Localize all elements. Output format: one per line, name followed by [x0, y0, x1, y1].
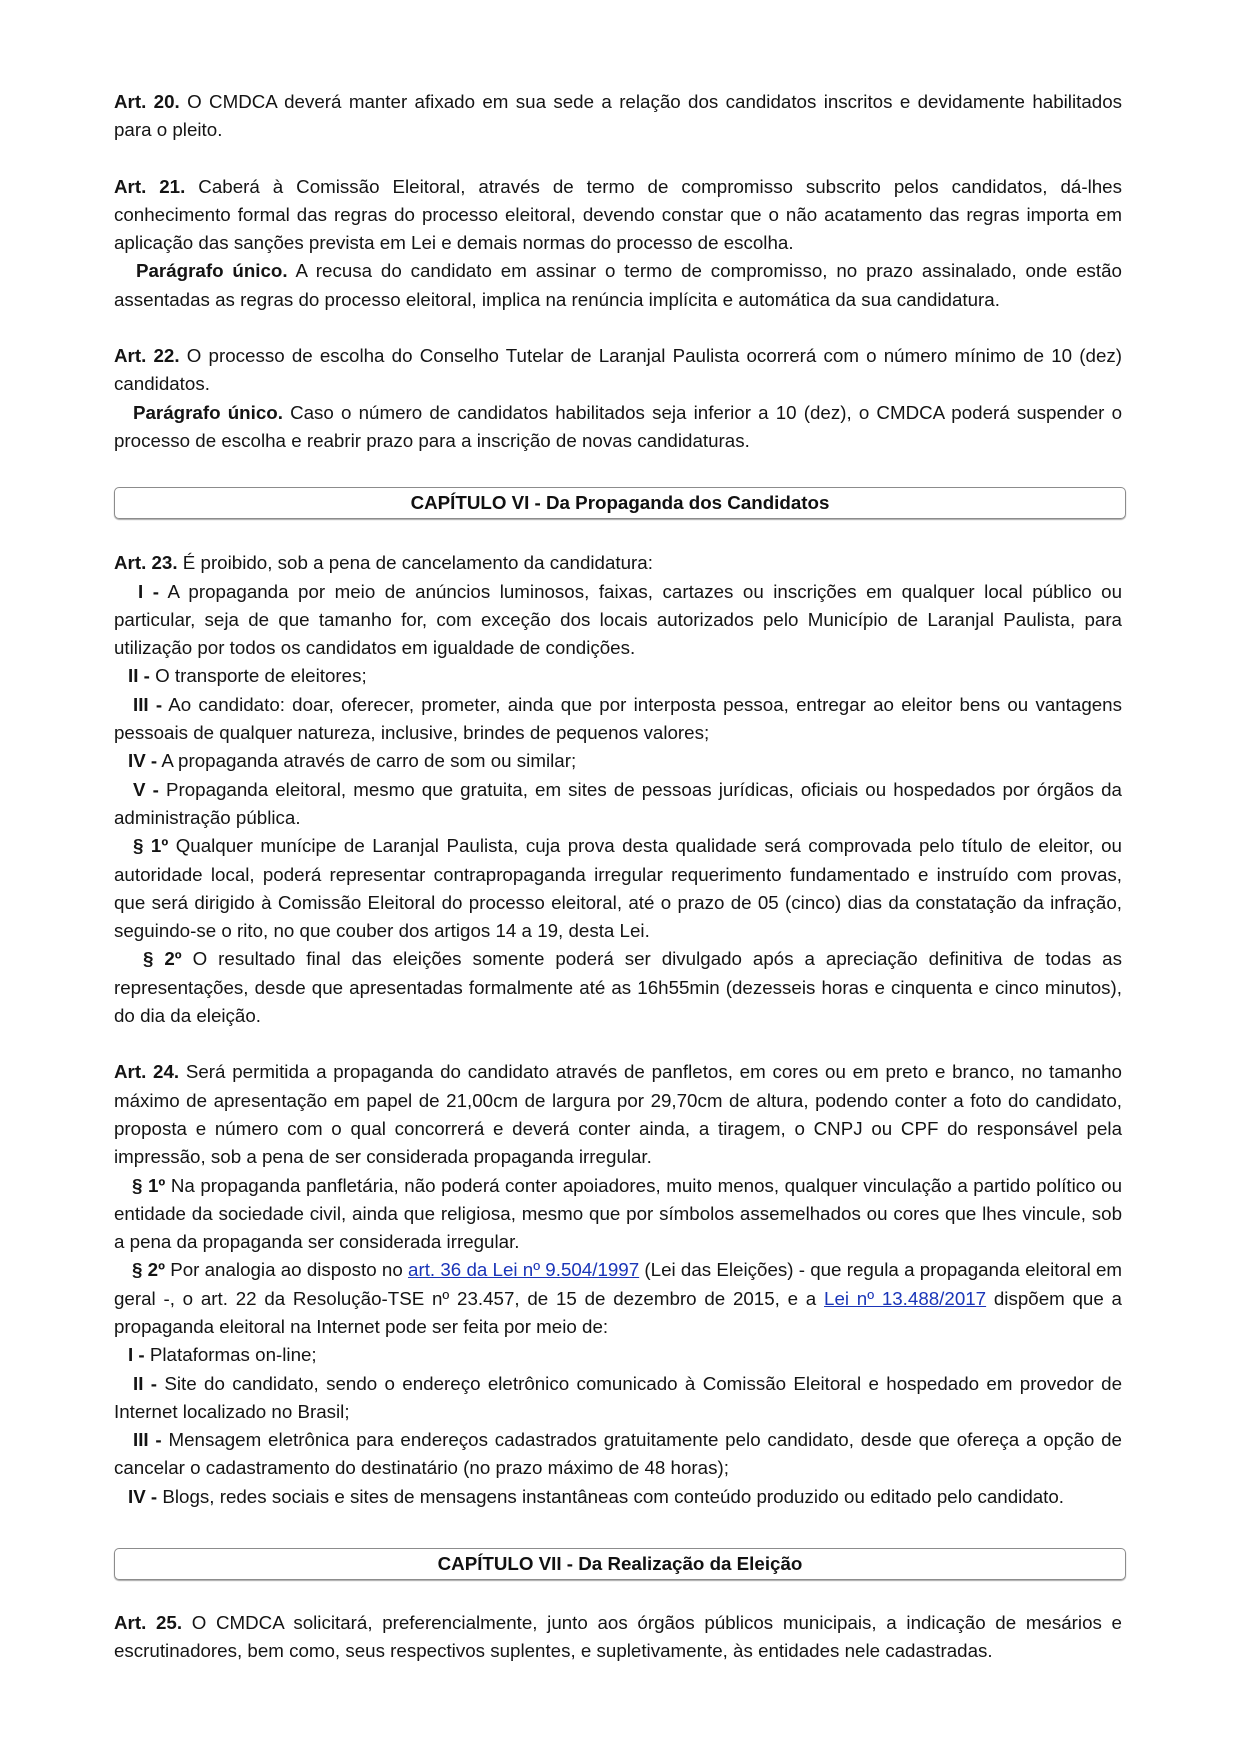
article-24-paragraph-1 [114, 1172, 1122, 1257]
item-label: I - [138, 580, 159, 602]
article-21 [114, 173, 1122, 314]
paragraph-label: § 1º [132, 1174, 166, 1196]
article-23-item-iii [114, 691, 1122, 748]
item-text: Propaganda eleitoral, mesmo que gratuita, em sites de pessoas jurídicas, oficiais ou hospedados por órgãos da administração pública. [114, 778, 1122, 828]
article-label: Art. 24. [114, 1061, 180, 1083]
article-23-paragraph-1 [114, 832, 1122, 945]
article-22-caput [114, 342, 1122, 399]
paragraph-text: O resultado final das eleições somente poderá ser divulgado após a apreciação definitiva de todas as representações, desde que apresentadas formalmente até as 16h55min (dezesseis horas e cinquenta e cinco minutos), do dia da eleição. [114, 948, 1122, 1027]
article-21-caput [114, 173, 1122, 258]
article-23-caput [114, 549, 1122, 577]
article-label: Art. 21. [114, 175, 186, 197]
law-9504-link[interactable]: art. 36 da Lei nº 9.504/1997 [408, 1259, 640, 1281]
paragraph-text: Por analogia ao disposto no [170, 1259, 403, 1281]
item-text: Ao candidato: doar, oferecer, prometer, ainda que por interposta pessoa, entregar ao eleitor bens ou vantagens pessoais de qualquer natureza, inclusive, brindes de pequenos valores; [114, 693, 1122, 744]
article-23 [114, 549, 1122, 1030]
paragraph-text: dispõem que a propaganda eleitoral na Internet pode ser feita por meio de: [114, 1287, 1122, 1337]
paragraph-text: Caso o número de candidatos habilitados seja inferior a 10 (dez), o CMDCA poderá suspender o processo de escolha e reabrir prazo para a inscrição de novas candidaturas. [114, 401, 1123, 451]
article-text: O CMDCA deverá manter afixado em sua sede a relação dos candidatos inscritos e devidamente habilitados para o pleito. [114, 91, 1122, 141]
law-13488-link[interactable]: Lei nº 13.488/2017 [824, 1287, 987, 1309]
item-text: Site do candidato, sendo o endereço eletrônico comunicado à Comissão Eleitoral e hospedado em provedor de Internet localizado no Brasil; [114, 1372, 1123, 1422]
article-text: É proibido, sob a pena de cancelamento da candidatura: [182, 552, 653, 574]
paragraph-text: A recusa do candidato em assinar o termo de compromisso, no prazo assinalado, onde estão assentadas as regras do processo eleitoral, implica na renúncia implícita e automática da sua candidatura. [114, 260, 1122, 310]
article-24-item-i [114, 1341, 1122, 1369]
article-23-paragraph-2 [114, 945, 1122, 1030]
article-20 [114, 88, 1122, 145]
article-20-caput [114, 88, 1122, 145]
article-24-paragraph-2 [114, 1256, 1122, 1341]
item-text: Plataformas on-line; [149, 1344, 317, 1366]
chapter-title: CAPÍTULO VII - Da Realização da Eleição [437, 1553, 803, 1575]
article-24-item-iv [114, 1483, 1122, 1511]
item-text: Blogs, redes sociais e sites de mensagens instantâneas com conteúdo produzido ou editado pelo candidato. [162, 1485, 1065, 1507]
paragraph-label: Parágrafo único. [136, 260, 288, 282]
paragraph-label: § 2º [132, 1259, 165, 1281]
paragraph-label: § 2º [143, 948, 182, 970]
chapter-6-heading [114, 487, 1126, 519]
chapter-7-heading [114, 1548, 1126, 1580]
article-23-item-v [114, 776, 1122, 833]
item-text: A propaganda através de carro de som ou similar; [161, 750, 577, 772]
paragraph-label: Parágrafo único. [133, 401, 283, 423]
article-25-caput [114, 1609, 1122, 1666]
article-text: O processo de escolha do Conselho Tutelar de Laranjal Paulista ocorrerá com o número mínimo de 10 (dez) candidatos. [114, 345, 1122, 395]
article-label: Art. 23. [114, 552, 178, 574]
article-23-item-i [114, 578, 1122, 663]
item-label: II - [128, 665, 150, 687]
article-label: Art. 25. [114, 1612, 183, 1634]
paragraph-text: (Lei das Eleições) - que regula a propaganda eleitoral em geral -, o art. 22 da Resolução-TSE nº 23.457, de 15 de dezembro de 2015, e a [114, 1259, 1123, 1309]
paragraph-text: Qualquer munícipe de Laranjal Paulista, cuja prova desta qualidade será comprovada pelo título de eleitor, ou autoridade local, poderá representar contrapropaganda irregular requerimento fundamentado e instruído com provas, que será dirigido à Comissão Eleitoral do processo eleitoral, até o prazo de 05 (cinco) dias da constatação da infração, seguindo-se o rito, no que couber dos artigos 14 a 19, desta Lei. [114, 835, 1122, 942]
article-label: Art. 22. [114, 345, 180, 367]
article-25 [114, 1609, 1122, 1666]
article-24 [114, 1058, 1122, 1511]
paragraph-label: § 1º [133, 835, 169, 857]
chapter-title: CAPÍTULO VI - Da Propaganda dos Candidatos [410, 492, 830, 514]
item-label: IV - [128, 1485, 158, 1507]
article-text: O CMDCA solicitará, preferencialmente, junto aos órgãos públicos municipais, a indicação de mesários e escrutinadores, bem como, seus respectivos suplentes, e supletivamente, às entidades nele cadastradas. [114, 1612, 1122, 1662]
article-24-item-iii [114, 1426, 1122, 1483]
document-body [114, 88, 1122, 1666]
article-21-paragrafo-unico [114, 257, 1122, 314]
article-22 [114, 342, 1122, 455]
item-text: Mensagem eletrônica para endereços cadastrados gratuitamente pelo candidato, desde que ofereça a opção de cancelar o cadastramento do destinatário (no prazo máximo de 48 horas); [114, 1429, 1122, 1479]
item-text: A propaganda por meio de anúncios luminosos, faixas, cartazes ou inscrições em qualquer local público ou particular, seja de que tamanho for, com exceção dos locais autorizados pelo Município de Laranjal Paulista, para utilização por todos os candidatos em igualdade de condições. [114, 580, 1122, 659]
item-text: O transporte de eleitores; [155, 665, 367, 687]
article-text: Será permitida a propaganda do candidato através de panfletos, em cores ou em preto e branco, no tamanho máximo de apresentação em papel de 21,00cm de largura por 29,70cm de altura, podendo conter a foto do candidato, proposta e número com o qual concorrerá e deverá conter ainda, a tiragem, o CNPJ ou CPF do responsável pela impressão, sob a pena de ser considerada propaganda irregular. [114, 1061, 1122, 1168]
item-label: III - [133, 1429, 162, 1451]
article-23-item-ii [114, 662, 1122, 690]
item-label: III - [133, 693, 163, 715]
article-22-paragrafo-unico [114, 399, 1122, 456]
article-24-item-ii [114, 1370, 1122, 1427]
item-label: IV - [128, 750, 158, 772]
item-label: I - [128, 1344, 145, 1366]
paragraph-text: Na propaganda panfletária, não poderá conter apoiadores, muito menos, qualquer vinculação a partido político ou entidade da sociedade civil, ainda que religiosa, mesmo que por símbolos assemelhados ou cores que lhes vincule, sob a pena da propaganda ser considerada irregular. [114, 1174, 1122, 1253]
article-23-item-iv [114, 747, 1122, 775]
item-label: II - [133, 1372, 158, 1394]
item-label: V - [133, 778, 159, 800]
article-label: Art. 20. [114, 91, 180, 112]
article-text: Caberá à Comissão Eleitoral, através de termo de compromisso subscrito pelos candidatos, dá-lhes conhecimento formal das regras do processo eleitoral, devendo constar que o não acatamento das regras importa em aplicação das sanções prevista em Lei e demais normas do processo de escolha. [114, 175, 1122, 254]
article-24-caput [114, 1058, 1122, 1171]
